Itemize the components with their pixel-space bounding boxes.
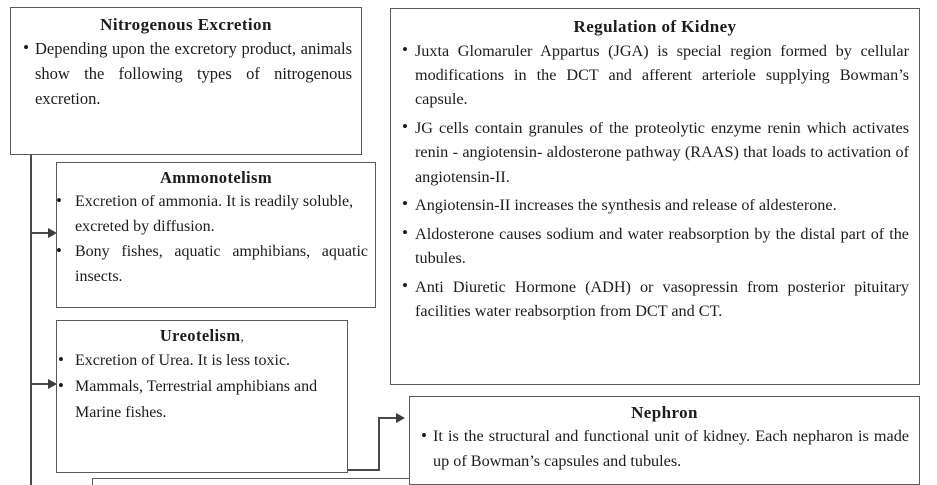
arrowhead-nephron-icon (396, 413, 405, 423)
list-item: • Angiotensin-II increases the synthesis and release of aldesterone. (401, 193, 909, 217)
list-item: • Juxta Glomaruler Appartus (JGA) is special region formed by cellular modifications in the DCT and afferent arteriole supplying Bowman’s capsule. (401, 39, 909, 112)
bullet-list-ammonotelism (64, 189, 368, 289)
bullet-list-regulation-of-kidney (401, 39, 909, 323)
box-title-regulation-of-kidney: Regulation of Kidney (573, 17, 737, 36)
list-item: • Excretion of Urea. It is less toxic. (64, 348, 340, 374)
box-title-ureotelism-mark: , (240, 329, 245, 344)
list-item: • It is the structural and functional unit of kidney. Each nepharon is made up of Bowman’s capsules and tubules. (420, 424, 909, 474)
box-next-partial (92, 478, 412, 485)
box-title-ureotelism (64, 325, 340, 348)
bullet-list-ureotelism (64, 348, 340, 426)
list-item: • Anti Diuretic Hormone (ADH) or vasopressin from posterior pituitary facilities water reabsorption from DCT and CT. (401, 275, 909, 323)
bullet-list-nephron (420, 424, 909, 474)
box-ureotelism (56, 320, 348, 473)
box-ammonotelism (56, 162, 376, 308)
connector-nephron-vertical (378, 417, 380, 470)
box-nephron (409, 396, 920, 485)
list-item: • JG cells contain granules of the proteolytic enzyme renin which activates renin - angiotensin- aldosterone pathway (RAAS) that loads to activation of angiotensin-II. (401, 116, 909, 189)
list-item: • Mammals, Terrestrial amphibians and Marine fishes. (64, 374, 340, 426)
list-item: • Depending upon the excretory product, animals show the following types of nitrogenous excretion. (22, 36, 352, 111)
list-item: • Bony fishes, aquatic amphibians, aquatic insects. (64, 239, 368, 289)
box-regulation-of-kidney (390, 8, 920, 385)
box-title-nitrogenous-excretion: Nitrogenous Excretion (100, 15, 272, 34)
box-title-ammonotelism: Ammonotelism (159, 168, 273, 187)
connector-trunk-vertical (30, 155, 32, 485)
list-item: • Aldosterone causes sodium and water reabsorption by the distal part of the tubules. (401, 222, 909, 270)
box-title-nephron: Nephron (631, 403, 698, 422)
box-nitrogenous-excretion (10, 7, 362, 155)
bullet-list-nitrogenous-excretion (20, 36, 352, 111)
list-item: • Excretion of ammonia. It is readily soluble, excreted by diffusion. (64, 189, 368, 239)
box-title-ureotelism-text: Ureotelism (159, 326, 241, 345)
